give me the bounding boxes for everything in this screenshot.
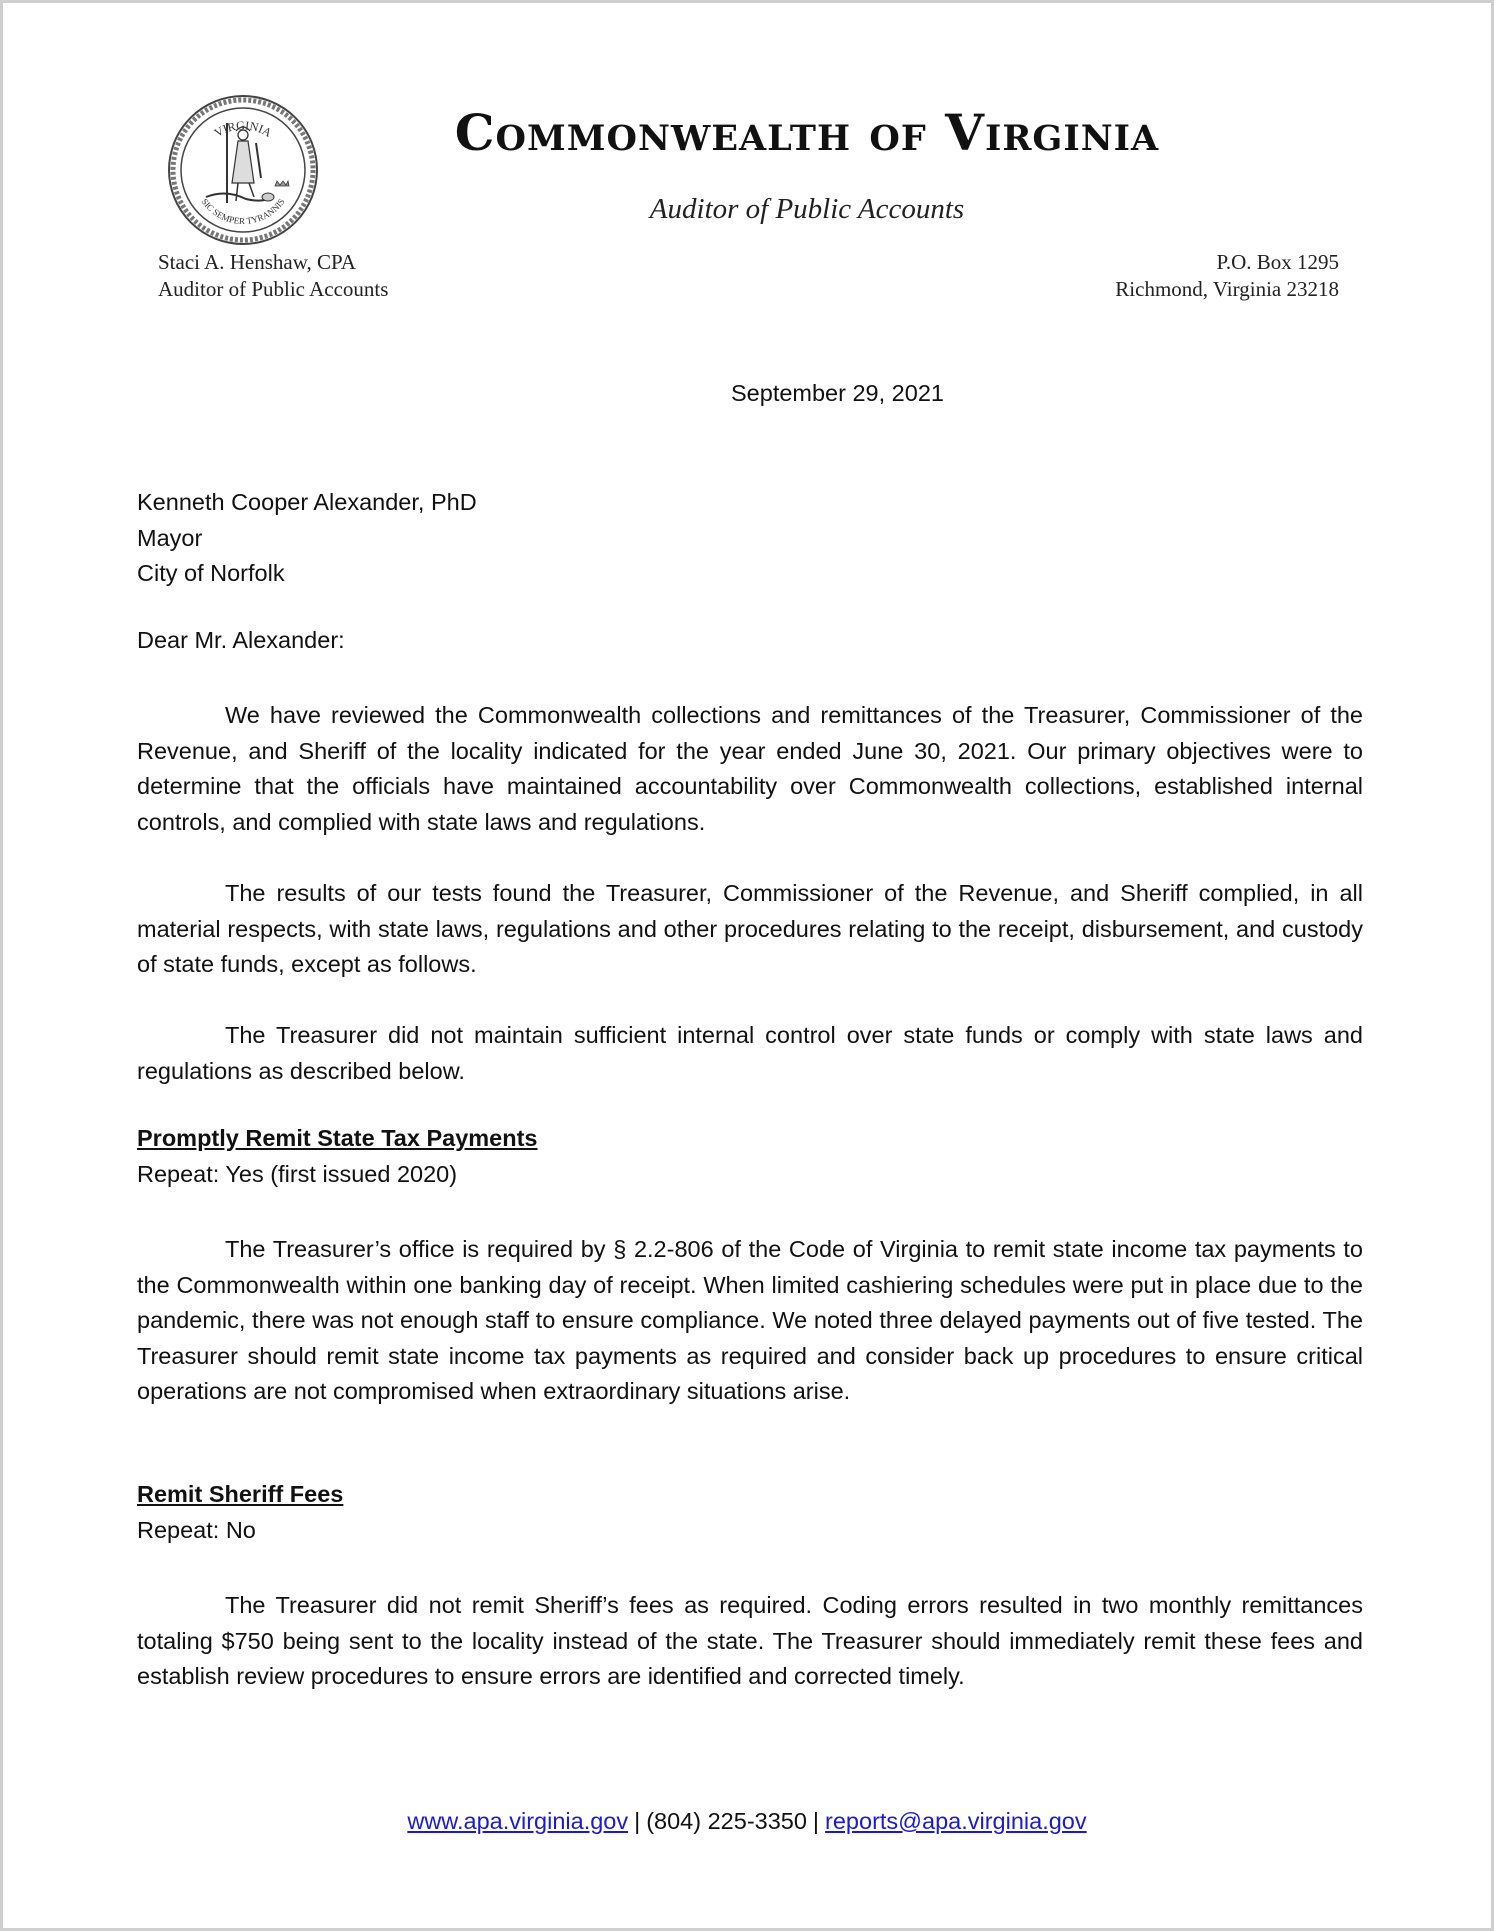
footer-contact <box>3 1808 1491 1835</box>
recipient-name: Kenneth Cooper Alexander, PhD <box>137 489 477 515</box>
email-link[interactable]: reports@apa.virginia.gov <box>825 1808 1087 1834</box>
auditor-title: Auditor of Public Accounts <box>158 277 389 301</box>
finding-text: The Treasurer did not remit Sheriff’s fees as required. Coding errors resulted in two monthly remittances totaling $750 being sent to the locality instead of the state. The Treasurer should immediately remit these fees and establish review procedures to ensure errors are identified and corrected timely. <box>137 1592 1363 1690</box>
phone-number: (804) 225-3350 <box>646 1808 807 1834</box>
paragraph-objectives: We have reviewed the Commonwealth collections and remittances of the Treasurer, Commissioner of the Revenue, and Sheriff of the locality indicated for the year ended June 30, 2021. Our primary objectives were to determine that the officials have maintained accountability over Commonwealth collections, established internal controls, and complied with state laws and regulations. <box>137 702 1363 835</box>
finding-repeat-status: Repeat: No <box>137 1517 256 1543</box>
address-line-1: P.O. Box 1295 <box>1216 250 1339 274</box>
finding-heading: Promptly Remit State Tax Payments <box>137 1125 538 1151</box>
paragraph-results: The results of our tests found the Treasurer, Commissioner of the Revenue, and Sheriff complied, in all material respects, with state laws, regulations and other procedures relating to the receipt, disbursement, and custody of state funds, except as follows. <box>137 880 1363 978</box>
seal-bottom-text: SIC SEMPER TYRANNIS <box>199 196 287 226</box>
recipient-organization: City of Norfolk <box>137 560 285 587</box>
letter-page <box>3 3 1491 1928</box>
recipient-address <box>137 485 477 592</box>
finding-heading: Remit Sheriff Fees <box>137 1481 344 1507</box>
address-line-2: Richmond, Virginia 23218 <box>1115 277 1339 301</box>
recipient-title: Mayor <box>137 524 203 551</box>
footer-separator: | <box>634 1808 641 1834</box>
paragraph-treasurer-summary: The Treasurer did not maintain sufficient internal control over state funds or comply with state laws and regulations as described below. <box>137 1022 1363 1084</box>
letterhead-subtitle: Auditor of Public Accounts <box>649 193 965 225</box>
salutation: Dear Mr. Alexander: <box>137 627 345 653</box>
finding-text: The Treasurer’s office is required by § 2.2-806 of the Code of Virginia to remit state income tax payments to the Commonwealth within one banking day of receipt. When limited cashiering schedules were put in place due to the pandemic, there was not enough staff to ensure compliance. We noted three delayed payments out of five tested. The Treasurer should remit state income tax payments as required and consider back up procedures to ensure critical operations are not compromised when extraordinary situations arise. <box>137 1236 1363 1405</box>
finding-repeat-status: Repeat: Yes (first issued 2020) <box>137 1161 458 1187</box>
seal-top-text: VIRGINIA <box>211 118 275 141</box>
website-link[interactable]: www.apa.virginia.gov <box>407 1808 629 1834</box>
auditor-block <box>158 249 388 303</box>
footer-separator: | <box>812 1808 820 1834</box>
letter-date: September 29, 2021 <box>731 380 944 406</box>
office-address-block <box>1115 249 1339 303</box>
letterhead-title: Commonwealth of Virginia <box>454 103 1160 162</box>
auditor-name: Staci A. Henshaw, CPA <box>158 250 356 274</box>
